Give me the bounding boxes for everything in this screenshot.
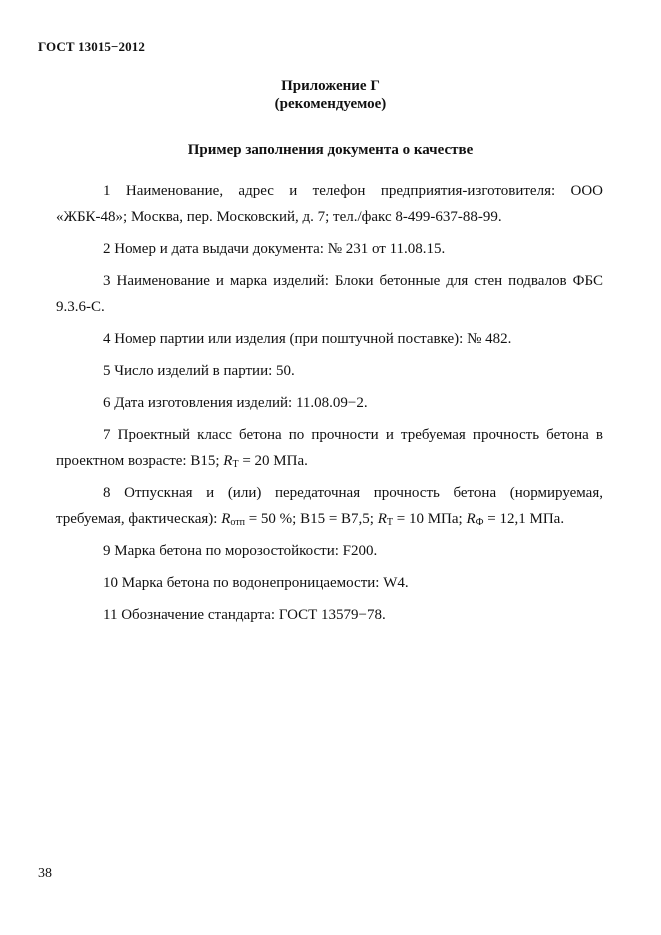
item-3-product-name: 3 Наименование и марка изделий: Блоки бетонные для стен подвалов ФБС 9.3.6-С.: [56, 273, 603, 315]
r-otp-value: = 50 %; В15 = В7,5;: [244, 511, 378, 527]
r-otp-subscript: отп: [230, 517, 245, 528]
item-4-batch-number: 4 Номер партии или изделия (при поштучной поставке): № 482.: [103, 331, 512, 347]
document-standard-header: ГОСТ 13015−2012: [38, 39, 145, 54]
section-title: Пример заполнения документа о качестве: [187, 142, 474, 158]
item-9-frost-resistance: 9 Марка бетона по морозостойкости: F200.: [103, 543, 378, 559]
appendix-heading: [0, 77, 661, 113]
r-t-symbol: R: [377, 511, 387, 527]
item-7-concrete-class: [56, 422, 603, 474]
document-body: [56, 178, 603, 634]
item-10-water-resistance: 10 Марка бетона по водонепроницаемости: W4.: [103, 575, 409, 591]
item-7-text: 7 Проектный класс бетона по прочности и требуемая прочность бетона в проектном возрасте: В15;: [56, 427, 603, 469]
item-11-standard-designation: 11 Обозначение стандарта: ГОСТ 13579−78.: [103, 607, 386, 623]
page-number: 38: [38, 866, 52, 881]
item-1-manufacturer: 1 Наименование, адрес и телефон предприятия-изготовителя: ООО «ЖБК-48»; Москва, пер. Московский, д. 7; тел./факс 8-499-637-88-99.: [56, 183, 603, 225]
item-5-quantity: 5 Число изделий в партии: 50.: [103, 363, 295, 379]
strength-symbol: R: [223, 453, 233, 469]
item-2-document-number: 2 Номер и дата выдачи документа: № 231 от 11.08.15.: [103, 241, 446, 257]
r-t-subscript: Т: [386, 517, 393, 528]
r-t-value: = 10 МПа;: [393, 511, 467, 527]
item-8-release-strength: [56, 480, 603, 532]
item-7-value: = 20 МПа.: [238, 453, 308, 469]
appendix-title: Приложение Г: [281, 78, 380, 94]
appendix-subtitle: (рекомендуемое): [274, 96, 387, 112]
r-f-subscript: Ф: [475, 517, 484, 528]
strength-subscript: Т: [232, 459, 239, 470]
item-6-manufacture-date: 6 Дата изготовления изделий: 11.08.09−2.: [103, 395, 368, 411]
r-f-value: = 12,1 МПа.: [483, 511, 565, 527]
r-otp-symbol: R: [221, 511, 231, 527]
r-f-symbol: R: [466, 511, 476, 527]
item-8-text: 8 Отпускная и (или) передаточная прочность бетона (нормируемая, требуемая, фактическая):: [56, 485, 603, 527]
